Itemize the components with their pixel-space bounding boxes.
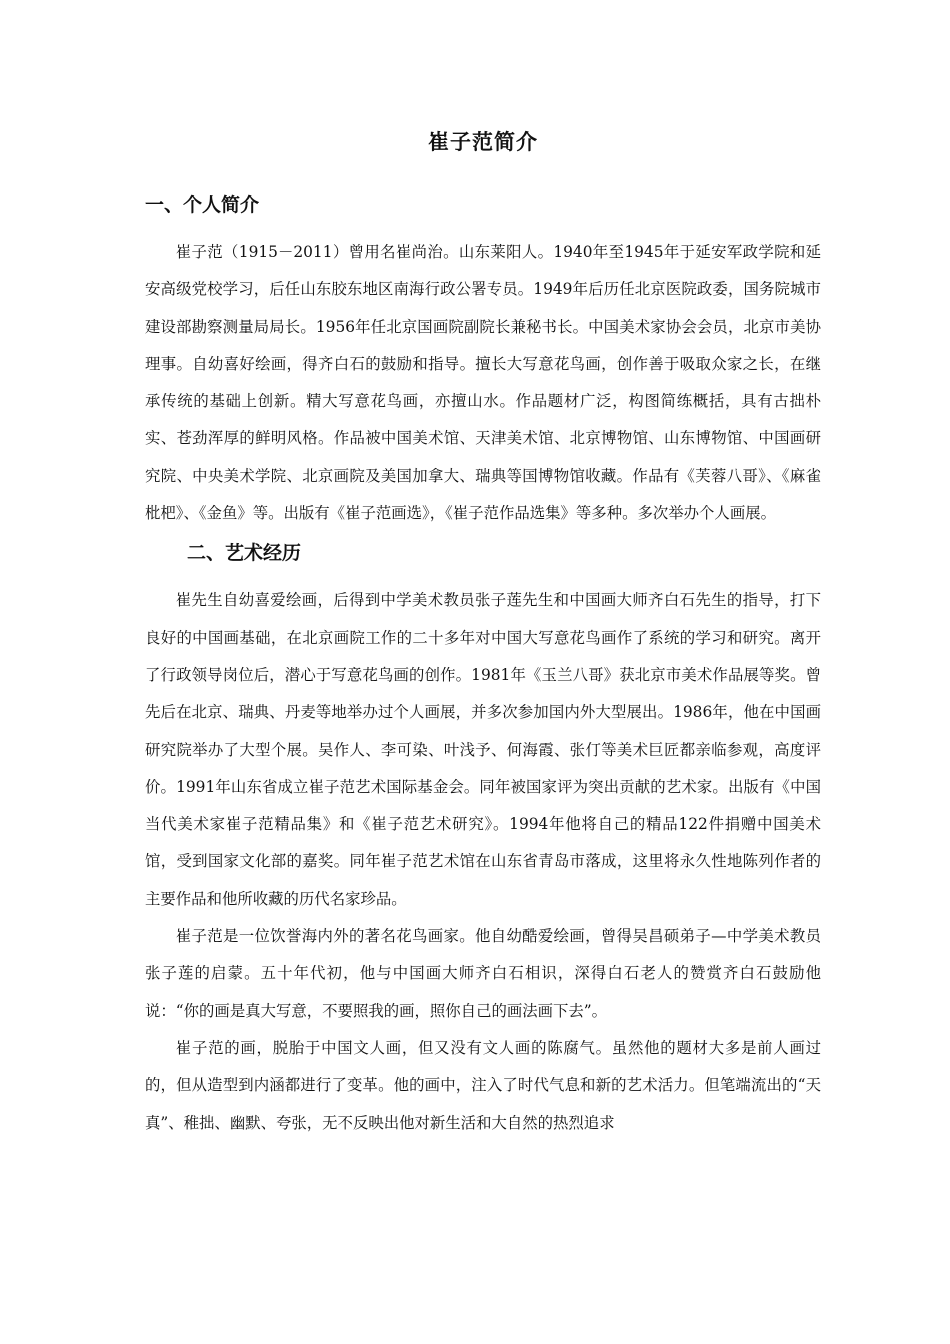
document-title: 崔子范简介 — [428, 130, 538, 154]
section-heading-art-experience: 二、艺术经历 — [187, 542, 302, 565]
paragraph-art-experience-2: 崔子范是一位饮誉海内外的著名花鸟画家。他自幼酷爱绘画，曾得吴昌硕弟子—中学美术教员张子莲的启蒙。五十年代初，他与中国画大师齐白石相识，深得白石老人的赞赏齐白石鼓励他说：“你的画是真大写意，不要照我的画，照你自己的画法画下去”。 — [145, 927, 821, 1020]
section-heading-personal-intro: 一、个人简介 — [145, 194, 260, 216]
document-body — [145, 126, 821, 1142]
paragraph-personal-intro: 崔子范（1915－2011）曾用名崔尚治。山东莱阳人。1940年至1945年于延安军政学院和延安高级党校学习，后任山东胶东地区南海行政公署专员。1949年后历任北京医院政委，国务院城市建设部勘察测量局局长。1956年任北京国画院副院长兼秘书长。中国美术家协会会员，北京市美协理事。自幼喜好绘画，得齐白石的鼓励和指导。擅长大写意花鸟画，创作善于吸取众家之长，在继承传统的基础上创新。精大写意花鸟画，亦擅山水。作品题材广泛，构图简练概括，具有古拙朴实、苍劲浑厚的鲜明风格。作品被中国美术馆、天津美术馆、北京博物馆、山东博物馆、中国画研究院、中央美术学院、北京画院及美国加拿大、瑞典等国博物馆收藏。作品有《芙蓉八哥》、《麻雀枇杷》、《金鱼》等。出版有《崔子范画选》，《崔子范作品选集》等多种。多次举办个人画展。 — [145, 243, 821, 523]
paragraph-art-experience-3: 崔子范的画，脱胎于中国文人画，但又没有文人画的陈腐气。虽然他的题材大多是前人画过的，但从造型到内涵都进行了变革。他的画中，注入了时代气息和新的艺术活力。但笔端流出的“天真”、稚拙、幽默、夸张，无不反映出他对新生活和大自然的热烈追求 — [145, 1038, 821, 1132]
paragraph-art-experience-1: 崔先生自幼喜爱绘画，后得到中学美术教员张子莲先生和中国画大师齐白石先生的指导，打下良好的中国画基础，在北京画院工作的二十多年对中国大写意花鸟画作了系统的学习和研究。离开了行政领导岗位后，潜心于写意花鸟画的创作。1981年《玉兰八哥》获北京市美术作品展等奖。曾先后在北京、瑞典、丹麦等地举办过个人画展，并多次参加国内外大型展出。1986年，他在中国画研究院举办了大型个展。吴作人、李可染、叶浅予、何海霞、张仃等美术巨匠都亲临参观，高度评价。1991年山东省成立崔子范艺术国际基金会。同年被国家评为突出贡献的艺术家。出版有《中国当代美术家崔子范精品集》和《崔子范艺术研究》。1994年他将自己的精品122件捐赠中国美术馆，受到国家文化部的嘉奖。同年崔子范艺术馆在山东省青岛市落成，这里将永久性地陈列作者的主要作品和他所收藏的历代名家珍品。 — [145, 591, 821, 908]
